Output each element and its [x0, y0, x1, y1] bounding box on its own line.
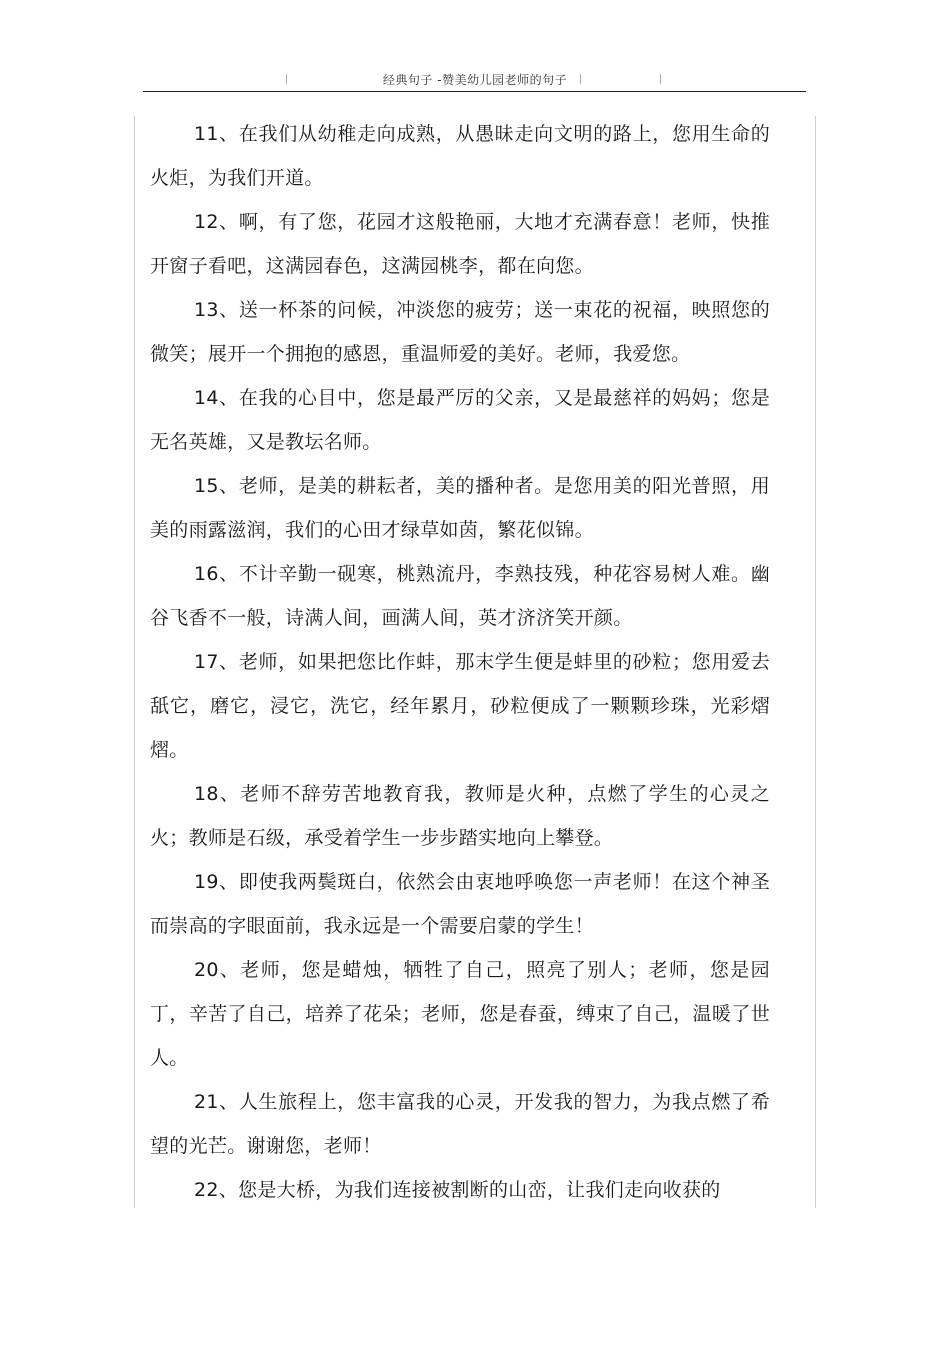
left-margin-line — [134, 116, 135, 1208]
paragraph-15: 15、老师，是美的耕耘者，美的播种者。是您用美的阳光普照，用美的雨露滋润，我们的心田才绿草如茵，繁花似锦。 — [150, 475, 770, 541]
paragraph-14: 14、在我的心目中，您是最严厉的父亲，又是最慈祥的妈妈；您是无名英雄，又是教坛名师。 — [150, 387, 770, 453]
paragraph-12: 12、啊，有了您，花园才这般艳丽，大地才充满春意！老师，快推开窗子看吧，这满园春色，这满园桃李，都在向您。 — [150, 211, 770, 277]
paragraph-21: 21、人生旅程上，您丰富我的心灵，开发我的智力，为我点燃了希望的光芒。谢谢您，老师！ — [150, 1091, 770, 1157]
paragraph-19: 19、即使我两鬓斑白，依然会由衷地呼唤您一声老师！在这个神圣而崇高的字眼面前，我永远是一个需要启蒙的学生！ — [150, 871, 770, 937]
paragraph-16: 16、不计辛勤一砚寒，桃熟流丹，李熟技残，种花容易树人难。幽谷飞香不一般，诗满人间，画满人间，英才济济笑开颜。 — [150, 563, 770, 629]
running-header: 经典句子 -赞美幼儿园老师的句子 — [382, 73, 568, 87]
paragraph-17: 17、老师，如果把您比作蚌，那末学生便是蚌里的砂粒；您用爱去舐它，磨它，浸它，洗它，经年累月，砂粒便成了一颗颗珍珠，光彩熠熠。 — [150, 651, 770, 761]
paragraph-18: 18、老师不辞劳苦地教育我，教师是火种，点燃了学生的心灵之火；教师是石级，承受着学生一步步踏实地向上攀登。 — [150, 783, 770, 849]
header-rule — [143, 91, 806, 92]
paragraph-20: 20、老师，您是蜡烛，牺牲了自己，照亮了别人；老师，您是园丁，辛苦了自己，培养了花朵；老师，您是春蚕，缚束了自己，温暖了世人。 — [150, 959, 770, 1069]
right-margin-line — [815, 116, 816, 1208]
paragraph-13: 13、送一杯茶的问候，冲淡您的疲劳；送一束花的祝福，映照您的微笑；展开一个拥抱的感恩，重温师爱的美好。老师，我爱您。 — [150, 299, 770, 365]
paragraph-11: 11、在我们从幼稚走向成熟，从愚昧走向文明的路上，您用生命的火炬，为我们开道。 — [150, 123, 770, 189]
body-text — [150, 112, 770, 1212]
paragraph-22: 22、您是大桥，为我们连接被割断的山峦，让我们走向收获的 — [194, 1179, 721, 1201]
